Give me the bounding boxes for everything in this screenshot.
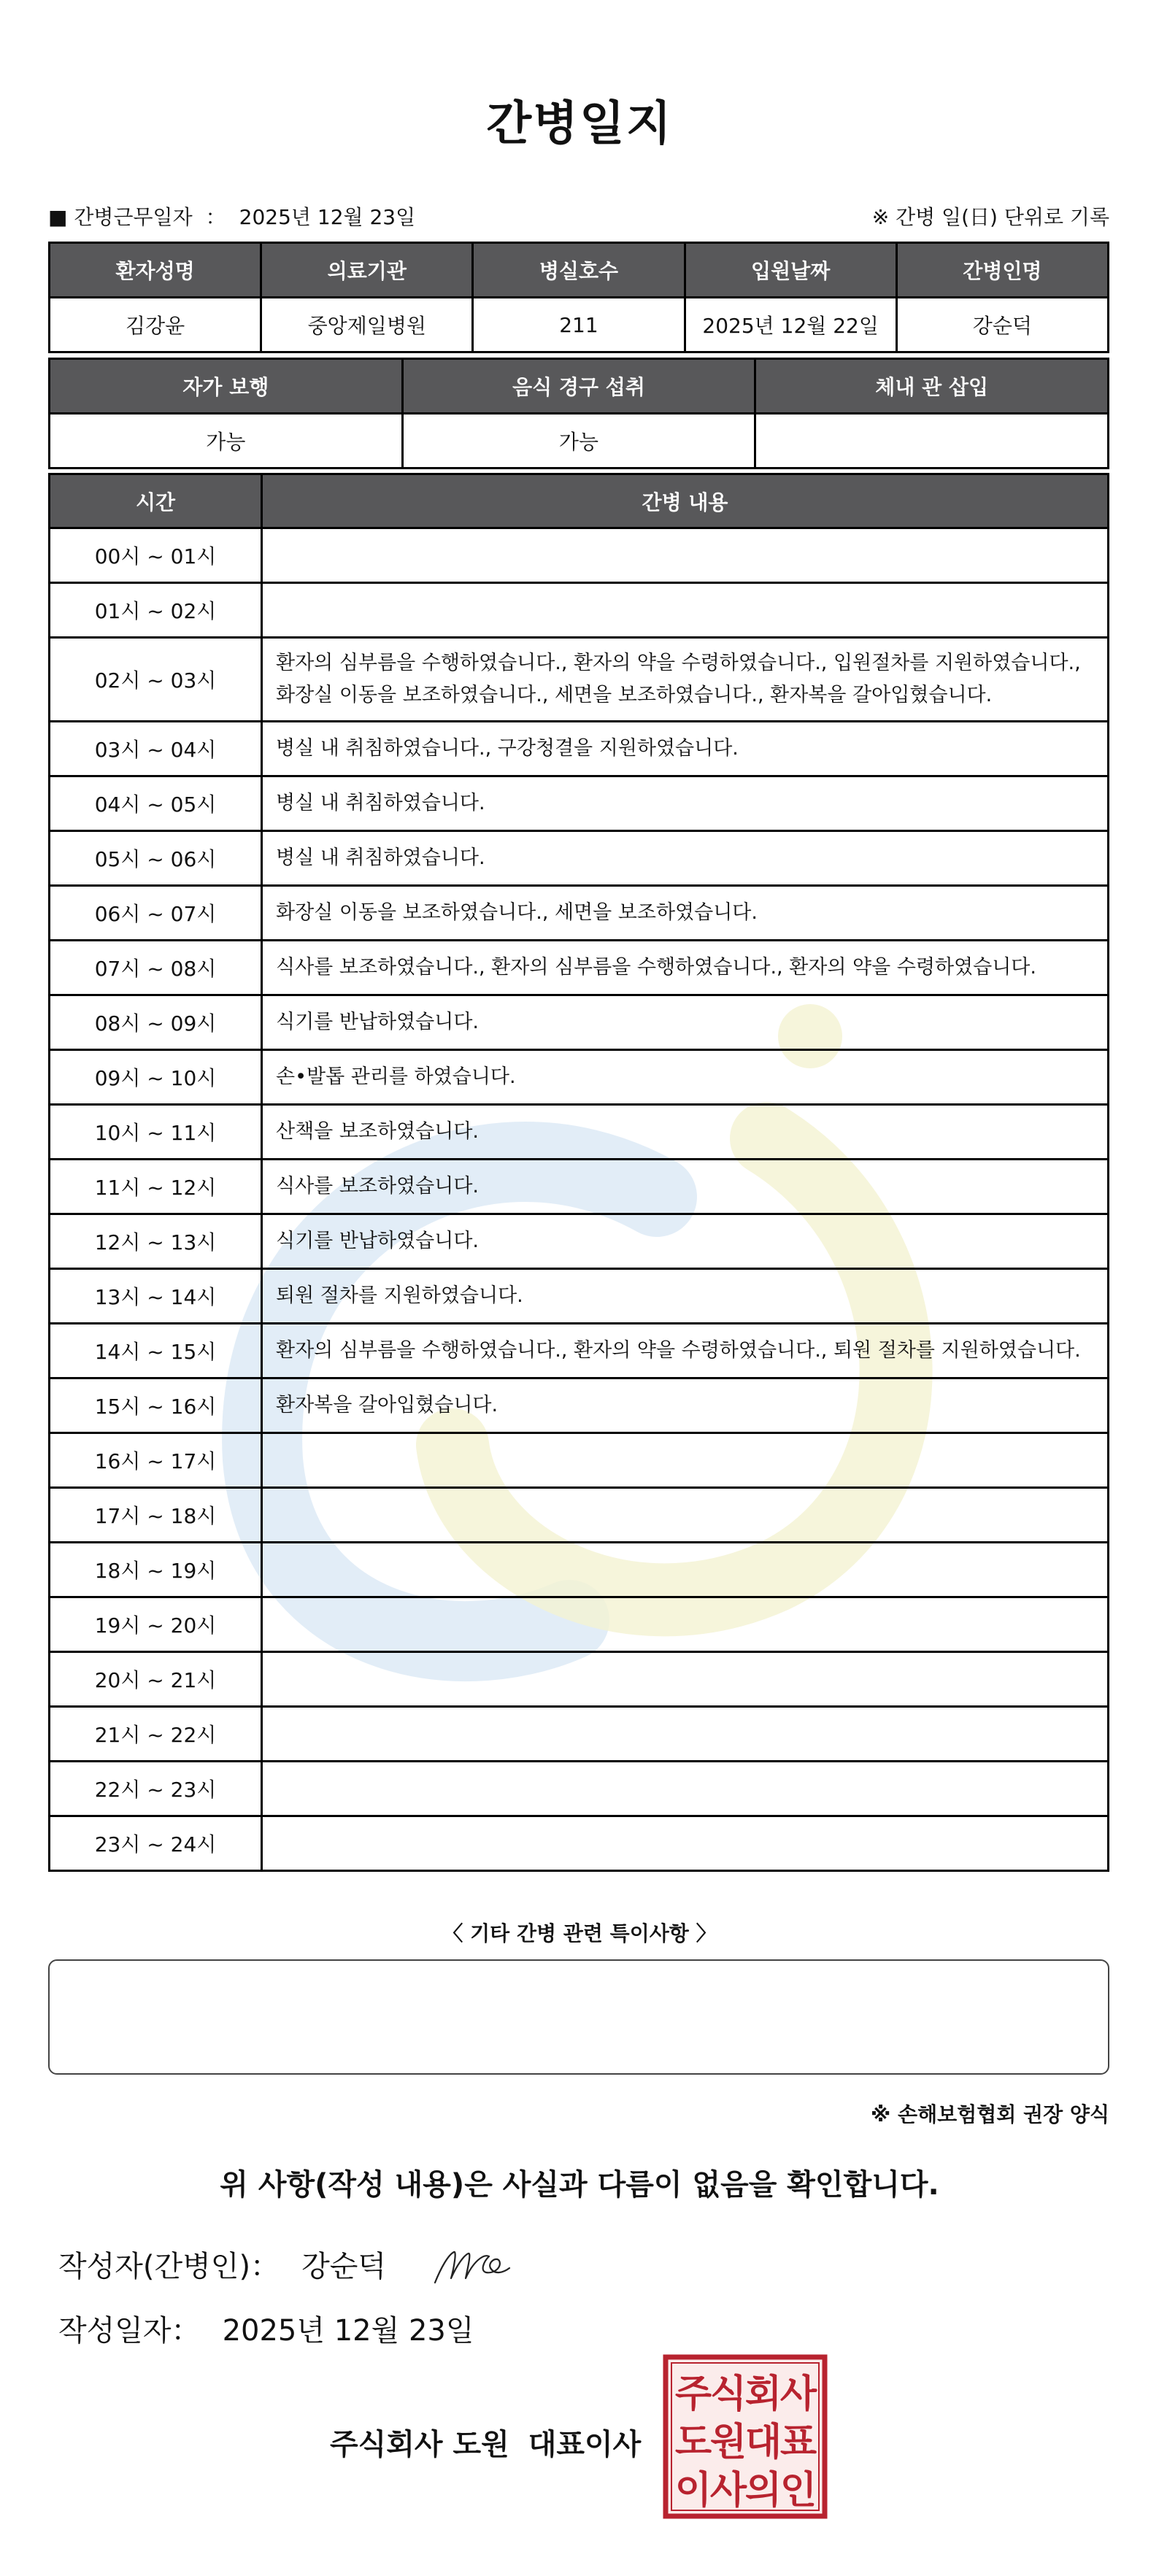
room-number: 211	[473, 298, 685, 352]
care-log-time: 00시 ~ 01시	[50, 528, 262, 583]
care-log-row	[50, 941, 1109, 995]
unit-note: ※ 간병 일(日) 단위로 기록	[871, 205, 1109, 229]
work-date	[48, 201, 415, 231]
care-log-content	[262, 1707, 1109, 1762]
care-log-time: 07시 ~ 08시	[50, 941, 262, 995]
care-log-row	[50, 1707, 1109, 1762]
header-patient-name: 환자성명	[50, 243, 261, 298]
care-log-row	[50, 1762, 1109, 1816]
handwritten-signature	[432, 2246, 512, 2287]
notes-title: 〈 기타 간병 관련 특이사항 〉	[442, 1921, 717, 1946]
header-care-content: 간병 내용	[262, 474, 1109, 528]
care-log-time: 03시 ~ 04시	[50, 722, 262, 776]
care-log-content	[262, 583, 1109, 638]
care-log-time: 17시 ~ 18시	[50, 1488, 262, 1543]
work-date-label: ■ 간병근무일자	[48, 205, 193, 229]
header-caregiver-name: 간병인명	[896, 243, 1108, 298]
care-log-time: 02시 ~ 03시	[50, 638, 262, 722]
svg-text:표: 표	[779, 2421, 817, 2464]
admission-date: 2025년 12월 22일	[685, 298, 896, 352]
svg-text:주: 주	[674, 2372, 712, 2416]
document-title: 간병일지	[486, 97, 673, 151]
header-oral-intake: 음식 경구 섭취	[402, 359, 755, 414]
care-log-row	[50, 1652, 1109, 1707]
care-log-row	[50, 1543, 1109, 1597]
caregiver-name: 강순덕	[896, 298, 1108, 352]
care-log-row	[50, 1105, 1109, 1160]
svg-text:도: 도	[674, 2421, 712, 2464]
care-log-content: 환자의 심부름을 수행하였습니다., 환자의 약을 수령하였습니다., 퇴원 절차를 지원하였습니다.	[262, 1324, 1109, 1378]
care-log-time: 06시 ~ 07시	[50, 886, 262, 941]
care-log-content	[262, 1816, 1109, 1871]
patient-name: 김강윤	[50, 298, 261, 352]
care-log-time: 08시 ~ 09시	[50, 995, 262, 1050]
patient-status-value-row	[50, 414, 1109, 468]
care-log-row	[50, 1378, 1109, 1433]
writer-name: 강순덕	[301, 2250, 386, 2283]
header-time: 시간	[50, 474, 262, 528]
writer-label: 작성자(간병인)：	[58, 2250, 280, 2283]
care-log-content: 식기를 반납하였습니다.	[262, 1214, 1109, 1269]
self-walking-value: 가능	[50, 414, 403, 468]
header-self-walking: 자가 보행	[50, 359, 403, 414]
care-log-row	[50, 528, 1109, 583]
care-log-row	[50, 1597, 1109, 1652]
care-log-row	[50, 1433, 1109, 1488]
care-log-row	[50, 776, 1109, 831]
header-admission-date: 입원날짜	[685, 243, 896, 298]
work-date-value: 2025년 12월 23일	[239, 205, 416, 229]
patient-info-header-row	[50, 243, 1109, 298]
care-log-row	[50, 1816, 1109, 1871]
confirmation-statement: 위 사항(작성 내용)은 사실과 다름이 없음을 확인합니다.	[220, 2168, 939, 2202]
date-line	[58, 2307, 474, 2349]
care-log-row	[50, 1160, 1109, 1214]
care-log-content: 식사를 보조하였습니다.	[262, 1160, 1109, 1214]
care-log-time: 15시 ~ 16시	[50, 1378, 262, 1433]
care-log-time: 11시 ~ 12시	[50, 1160, 262, 1214]
notes-box	[48, 1959, 1109, 2075]
care-log-time: 21시 ~ 22시	[50, 1707, 262, 1762]
care-log-time: 09시 ~ 10시	[50, 1050, 262, 1105]
care-log-content: 병실 내 취침하였습니다.	[262, 776, 1109, 831]
care-log-row	[50, 1324, 1109, 1378]
care-log-time: 14시 ~ 15시	[50, 1324, 262, 1378]
care-log-content: 산책을 보조하였습니다.	[262, 1105, 1109, 1160]
care-log-row	[50, 583, 1109, 638]
company-seal-stamp	[663, 2354, 828, 2519]
care-log-content: 화장실 이동을 보조하였습니다., 세면을 보조하였습니다.	[262, 886, 1109, 941]
header-room-number: 병실호수	[473, 243, 685, 298]
care-log-content: 식사를 보조하였습니다., 환자의 심부름을 수행하였습니다., 환자의 약을 수령하였습니다.	[262, 941, 1109, 995]
patient-status-table	[48, 358, 1109, 469]
patient-info-value-row	[50, 298, 1109, 352]
care-log-time: 23시 ~ 24시	[50, 1816, 262, 1871]
care-log-content: 퇴원 절차를 지원하였습니다.	[262, 1269, 1109, 1324]
care-log-row	[50, 995, 1109, 1050]
care-log-content	[262, 528, 1109, 583]
care-log-content	[262, 1652, 1109, 1707]
date-label: 작성일자：	[58, 2314, 201, 2348]
svg-text:인: 인	[779, 2469, 817, 2513]
care-log-time: 19시 ~ 20시	[50, 1597, 262, 1652]
svg-text:회: 회	[744, 2372, 782, 2416]
svg-text:대: 대	[744, 2421, 782, 2464]
care-log-time: 22시 ~ 23시	[50, 1762, 262, 1816]
svg-text:사: 사	[709, 2469, 747, 2513]
care-log-row	[50, 886, 1109, 941]
care-log-time: 10시 ~ 11시	[50, 1105, 262, 1160]
care-log-content: 병실 내 취침하였습니다.	[262, 831, 1109, 886]
company-line	[330, 2421, 641, 2463]
care-log-content	[262, 1543, 1109, 1597]
care-log-time: 20시 ~ 21시	[50, 1652, 262, 1707]
care-log-row	[50, 831, 1109, 886]
hospital-name: 중앙제일병원	[261, 298, 473, 352]
patient-info-table	[48, 242, 1109, 353]
svg-text:사: 사	[779, 2372, 817, 2416]
care-log-content	[262, 1433, 1109, 1488]
care-log-time: 16시 ~ 17시	[50, 1433, 262, 1488]
svg-text:의: 의	[744, 2469, 782, 2513]
ceo-title: 대표이사	[528, 2428, 642, 2461]
form-note: ※ 손해보험협회 권장 양식	[871, 2102, 1109, 2126]
care-log-row	[50, 1050, 1109, 1105]
care-log-content	[262, 1762, 1109, 1816]
care-log-time: 13시 ~ 14시	[50, 1269, 262, 1324]
svg-text:식: 식	[709, 2372, 747, 2416]
care-log-table	[48, 473, 1109, 1872]
care-log-row	[50, 1269, 1109, 1324]
care-log-content: 환자의 심부름을 수행하였습니다., 환자의 약을 수령하였습니다., 입원절차를 지원하였습니다., 화장실 이동을 보조하였습니다., 세면을 보조하였습니다., 환자복을 갈아입혔습니다.	[262, 638, 1109, 722]
care-log-time: 12시 ~ 13시	[50, 1214, 262, 1269]
care-log-row	[50, 638, 1109, 722]
care-log-time: 04시 ~ 05시	[50, 776, 262, 831]
header-hospital: 의료기관	[261, 243, 473, 298]
writer-line	[58, 2243, 386, 2285]
svg-text:이: 이	[674, 2469, 712, 2513]
care-log-time: 05시 ~ 06시	[50, 831, 262, 886]
company-name: 주식회사 도원	[330, 2428, 509, 2461]
work-date-separator: ：	[205, 205, 226, 229]
header-tube-insertion: 체내 관 삽입	[755, 359, 1109, 414]
care-log-content: 손•발톱 관리를 하였습니다.	[262, 1050, 1109, 1105]
care-log-row	[50, 722, 1109, 776]
care-log-content	[262, 1597, 1109, 1652]
care-log-content: 환자복을 갈아입혔습니다.	[262, 1378, 1109, 1433]
patient-status-header-row	[50, 359, 1109, 414]
svg-text:원: 원	[709, 2421, 747, 2464]
care-log-body	[50, 528, 1109, 1871]
tube-insertion-value	[755, 414, 1109, 468]
care-log-header-row	[50, 474, 1109, 528]
care-log-content: 병실 내 취침하였습니다., 구강청결을 지원하였습니다.	[262, 722, 1109, 776]
care-log-content: 식기를 반납하였습니다.	[262, 995, 1109, 1050]
care-log-content	[262, 1488, 1109, 1543]
care-log-time: 18시 ~ 19시	[50, 1543, 262, 1597]
oral-intake-value: 가능	[402, 414, 755, 468]
care-log-row	[50, 1214, 1109, 1269]
care-log-time: 01시 ~ 02시	[50, 583, 262, 638]
date-value: 2025년 12월 23일	[222, 2314, 474, 2348]
care-log-row	[50, 1488, 1109, 1543]
